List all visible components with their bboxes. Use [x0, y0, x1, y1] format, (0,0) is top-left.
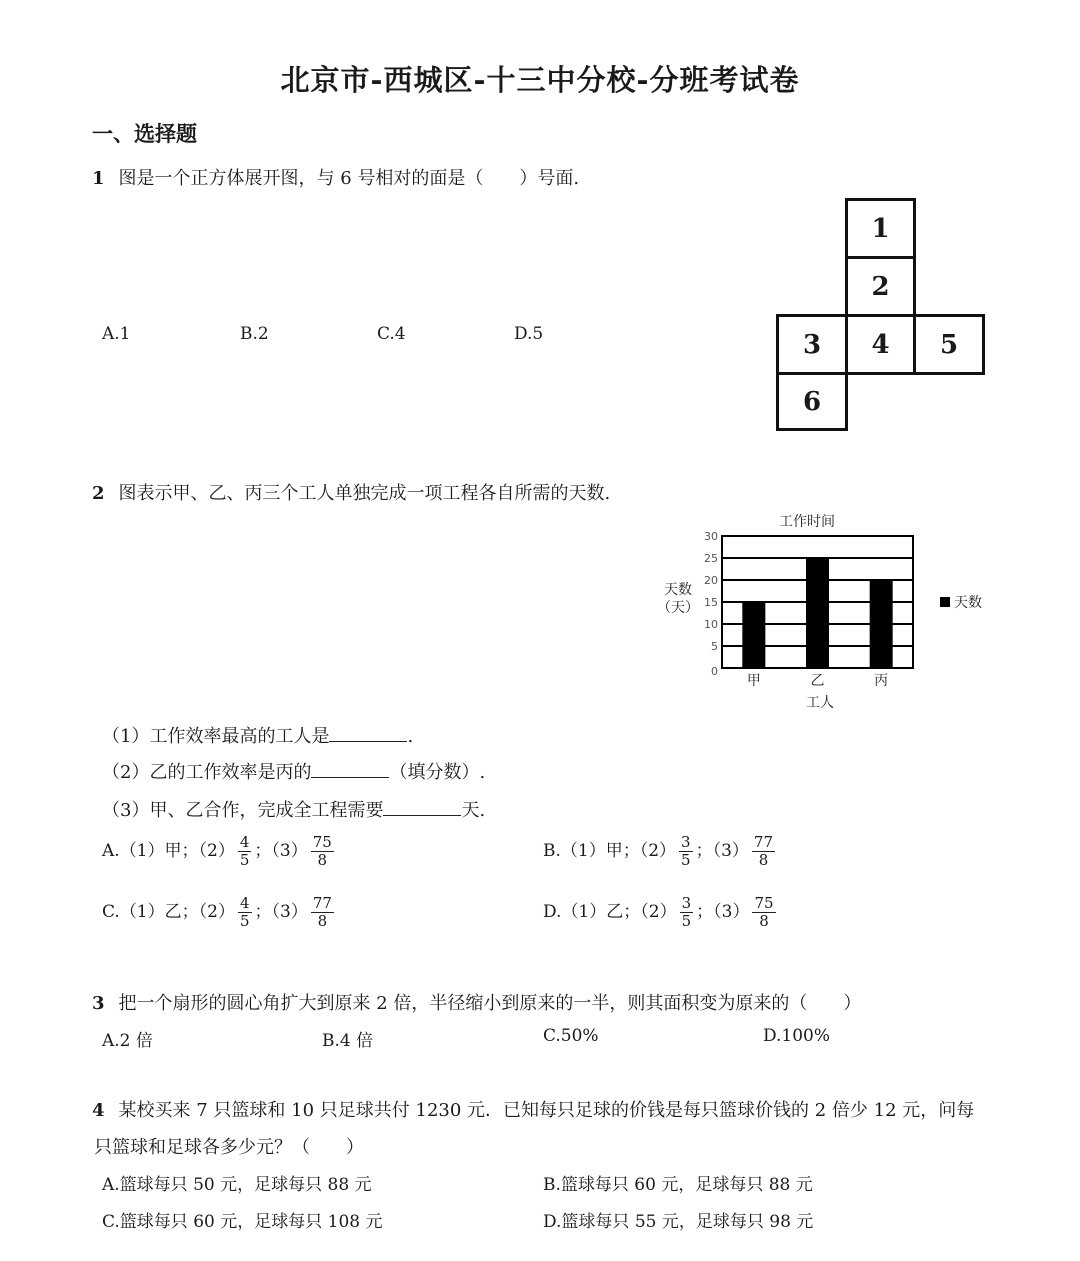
q2-option-a[interactable] [102, 834, 337, 869]
denominator: 5 [239, 851, 250, 869]
chart-title: 工作时间 [779, 514, 835, 530]
q1-option-d[interactable]: D.5 [514, 324, 544, 344]
chart-bars [742, 558, 892, 668]
cube-face-2: 2 [845, 256, 916, 317]
option-letter: C. [102, 902, 120, 922]
numerator: 77 [753, 833, 774, 851]
y-tick-label: 20 [704, 574, 718, 587]
x-tick-label: 丙 [874, 673, 889, 689]
fraction [680, 895, 694, 930]
denominator: 5 [681, 851, 691, 869]
option-letter: B. [543, 841, 561, 861]
sub-question-text: （1）工作效率最高的工人是 [102, 726, 330, 747]
sub-question-suffix: . [407, 726, 414, 747]
y-tick-label: 30 [704, 530, 718, 543]
denominator: 5 [681, 912, 692, 930]
q2-sub-2 [102, 758, 485, 784]
chart-y-label-line2: （天） [657, 600, 699, 616]
bar-3 [870, 580, 893, 668]
option-text: （1）乙；（2） [561, 902, 677, 922]
q4-option-d[interactable]: D.篮球每只 55 元，足球每只 98 元 [543, 1212, 814, 1232]
numerator: 75 [312, 833, 332, 851]
q3-option-d[interactable]: D.100% [763, 1026, 831, 1046]
q2-option-c[interactable] [102, 895, 337, 930]
sub-question-suffix: （填分数）. [389, 762, 486, 783]
question-number: 1 [92, 168, 105, 189]
option-text: ；（3） [254, 902, 308, 922]
y-tick-label: 5 [711, 640, 718, 653]
q1-option-b[interactable]: B.2 [240, 324, 269, 344]
answer-blank[interactable] [311, 761, 389, 778]
chart-x-ticks [747, 673, 888, 689]
x-tick-label: 乙 [810, 673, 825, 689]
q3-option-b[interactable]: B.4 倍 [322, 1031, 374, 1051]
answer-blank[interactable] [383, 799, 461, 816]
fraction [679, 834, 693, 869]
cube-face-5: 5 [913, 314, 985, 375]
bar-2 [806, 558, 829, 668]
fraction [311, 834, 334, 869]
sub-question-text: （3）甲、乙合作，完成全工程需要 [102, 800, 384, 821]
option-text: ；（3） [695, 841, 749, 861]
q2-sub-3 [102, 796, 485, 822]
question-2 [92, 479, 610, 505]
question-text: 图表示甲、乙、丙三个工人单独完成一项工程各自所需的天数. [118, 483, 611, 504]
section-heading: 一、选择题 [92, 121, 197, 146]
q2-option-b[interactable] [543, 834, 778, 869]
option-text: ；（3） [696, 902, 750, 922]
legend-label: 天数 [954, 595, 982, 611]
bar-chart [655, 505, 1000, 715]
option-text: （1）甲；（2） [119, 841, 235, 861]
y-tick-label: 15 [704, 596, 718, 609]
numerator: 4 [239, 894, 250, 912]
question-3 [92, 989, 861, 1015]
chart-y-ticks [704, 530, 718, 678]
y-tick-label: 10 [704, 618, 718, 631]
denominator: 5 [239, 912, 250, 930]
denominator: 8 [317, 851, 328, 869]
cube-face-1: 1 [845, 198, 916, 259]
question-1 [92, 164, 579, 190]
question-text: 某校买来 7 只篮球和 10 只足球共付 1230 元．已知每只足球的价钱是每只篮球价钱的 2 倍少 12 元，问每 [118, 1100, 975, 1121]
q2-option-d[interactable] [543, 895, 779, 930]
q1-option-c[interactable]: C.4 [377, 324, 406, 344]
cube-face-4: 4 [845, 314, 916, 375]
answer-blank[interactable] [329, 725, 407, 742]
chart-y-label-line1: 天数 [664, 582, 692, 598]
option-text: ；（3） [254, 841, 308, 861]
sub-question-suffix: 天. [461, 800, 486, 821]
q3-option-a[interactable]: A.2 倍 [102, 1031, 153, 1051]
y-tick-label: 25 [704, 552, 718, 565]
fraction [238, 834, 252, 869]
numerator: 75 [754, 894, 774, 912]
question-number: 2 [92, 483, 105, 504]
cube-face-6: 6 [776, 372, 848, 431]
question-number: 3 [92, 993, 105, 1014]
q4-option-c[interactable]: C.篮球每只 60 元，足球每只 108 元 [102, 1212, 383, 1232]
numerator: 4 [239, 833, 250, 851]
question-text: 图是一个正方体展开图，与 6 号相对的面是（ ）号面. [118, 168, 580, 189]
question-4 [92, 1096, 974, 1122]
fraction [311, 895, 334, 930]
denominator: 8 [759, 912, 769, 930]
option-letter: D. [543, 902, 562, 922]
denominator: 8 [317, 912, 328, 930]
legend-swatch [940, 597, 950, 607]
q4-option-b[interactable]: B.篮球每只 60 元，足球每只 88 元 [543, 1175, 813, 1195]
option-text: （1）甲；（2） [560, 841, 677, 861]
denominator: 8 [758, 851, 769, 869]
x-tick-label: 甲 [746, 673, 761, 689]
y-tick-label: 0 [711, 665, 718, 678]
question-4-line2: 只篮球和足球各多少元？（ ） [94, 1137, 364, 1158]
q1-option-a[interactable]: A.1 [102, 324, 131, 344]
numerator: 3 [681, 894, 692, 912]
sub-question-text: （2）乙的工作效率是丙的 [102, 762, 312, 783]
fraction [752, 895, 775, 930]
q2-sub-1 [102, 722, 413, 748]
question-text: 把一个扇形的圆心角扩大到原来 2 倍，半径缩小到原来的一半，则其面积变为原来的（ ） [118, 993, 862, 1014]
page-title: 北京市-西城区-十三中分校-分班考试卷 [280, 63, 800, 97]
q4-option-a[interactable]: A.篮球每只 50 元，足球每只 88 元 [102, 1175, 372, 1195]
option-text: （1）乙；（2） [119, 902, 235, 922]
chart-x-label: 工人 [806, 695, 834, 711]
q3-option-c[interactable]: C.50% [543, 1026, 599, 1046]
numerator: 77 [312, 894, 332, 912]
cube-face-3: 3 [776, 314, 848, 375]
bar-1 [742, 602, 765, 668]
fraction [752, 834, 775, 869]
numerator: 3 [681, 833, 691, 851]
fraction [238, 895, 252, 930]
option-letter: A. [102, 841, 120, 861]
question-number: 4 [92, 1100, 105, 1121]
